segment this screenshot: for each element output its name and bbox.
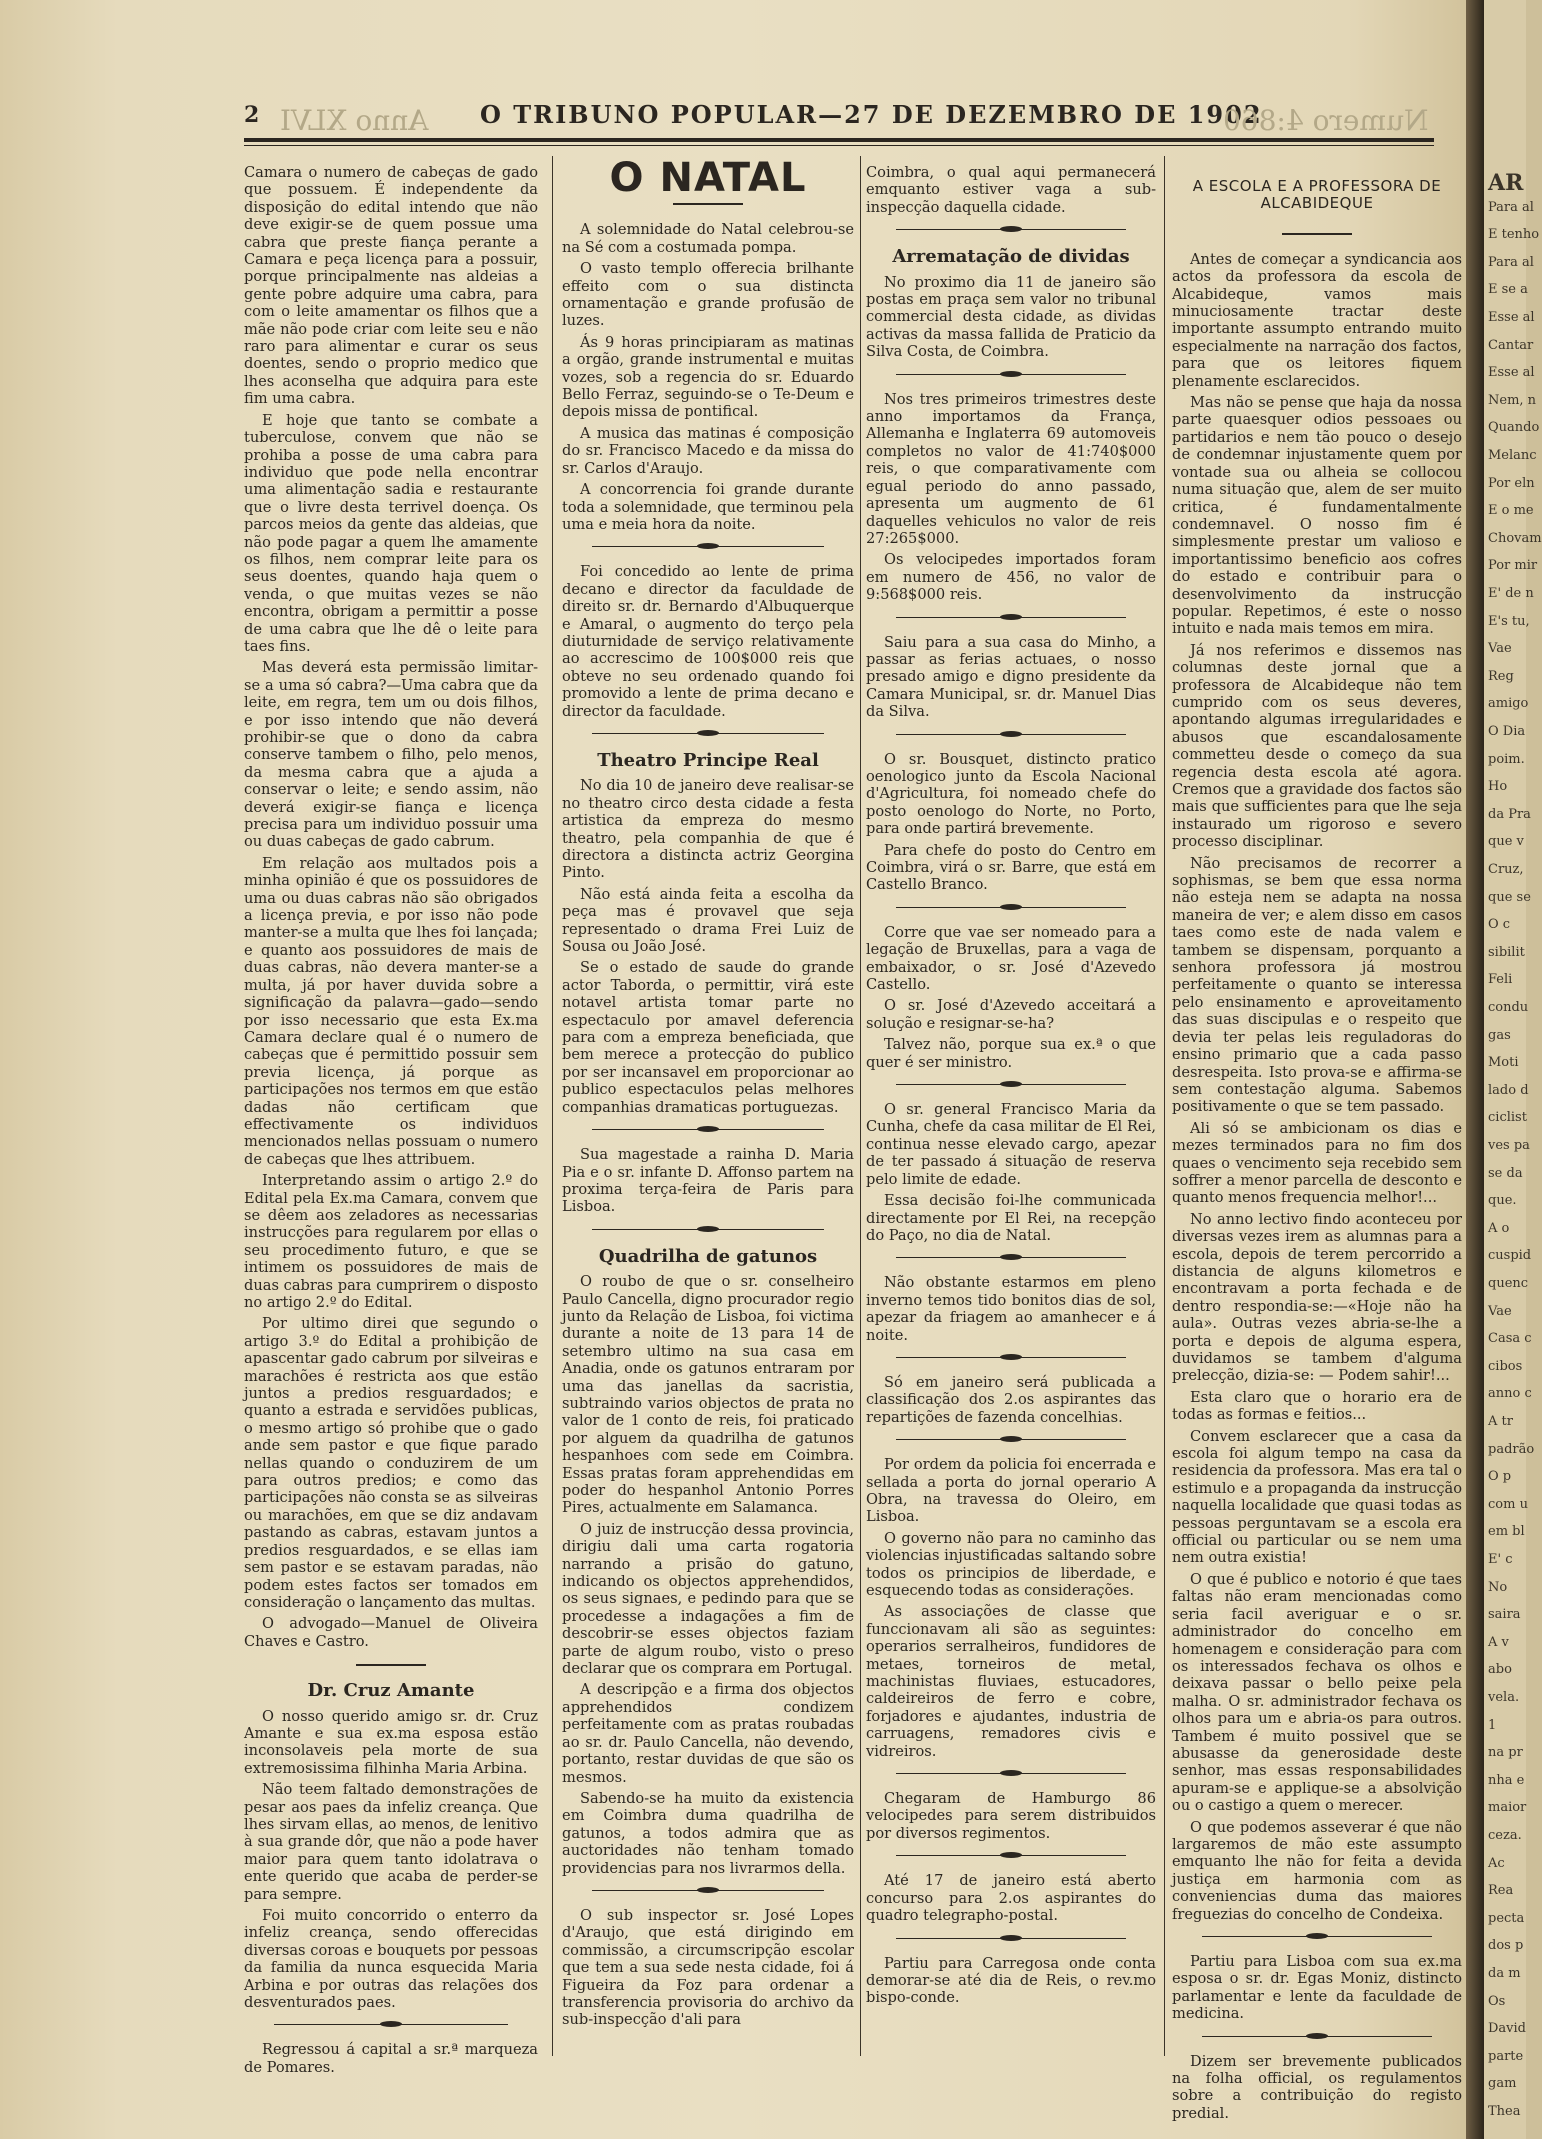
adjacent-page-fragment: 1	[1488, 1717, 1497, 1733]
column-divider	[552, 156, 553, 2056]
adjacent-page-fragment: sibilit	[1488, 944, 1525, 960]
paragraph: O que podemos asseverar é que não largaremos de mão este assumpto emquanto lhe não for feita a devida justiça em harmonia com as conveniencias duma das maiores freguezias do concelho de Condeixa.	[1172, 1818, 1462, 1923]
adjacent-page-fragment: maior	[1488, 1800, 1527, 1816]
adjacent-page-fragment: Ho	[1488, 779, 1508, 795]
adjacent-page-fragment: Cantar	[1488, 337, 1534, 353]
separator	[866, 610, 1156, 626]
adjacent-page-fragment: saira	[1488, 1607, 1521, 1623]
adjacent-page-fragment: Para al	[1488, 199, 1534, 215]
paragraph: O governo não para no caminho das violencias injustificadas saltando sobre todos os principios de liberdade, e esquecendo todas as considerações.	[866, 1529, 1156, 1599]
separator	[866, 900, 1156, 916]
paragraph: Se o estado de saude do grande actor Taborda, o permittir, virá este notavel artista tomar parte no espectaculo por amavel deferencia para com a empreza beneficiada, que bem merece a protecção do publico por ser incansavel em proporcionar ao publico espectaculos pelas melhores companhias dramaticas portuguezas.	[562, 959, 854, 1116]
adjacent-page-fragment: cibos	[1488, 1358, 1523, 1374]
paragraph: Sabendo-se ha muito da existencia em Coimbra duma quadrilha de gatunos, a todos admira que as auctoridades não tenham tomado providencias para nos livrarmos della.	[562, 1789, 854, 1877]
heading-escola-alcabideque: A ESCOLA E A PROFESSORA DE ALCABIDEQUE	[1192, 177, 1442, 213]
separator	[562, 726, 854, 742]
masthead-rule	[244, 138, 1434, 142]
paragraph: O juiz de instrucção dessa provincia, dirigiu dali uma carta rogatoria narrando a prisão do gatuno, indicando os objectos apprehendidos, os seus signaes, e pedindo para que se procedesse a indagações a fim de descobrir-se esses objectos faziam parte de algum roubo, visto o preso declarar que os comprara em Portugal.	[562, 1520, 854, 1678]
heading-cruz-amante: Dr. Cruz Amante	[307, 1680, 475, 1702]
paragraph: Não está ainda feita a escolha da peça mas é provavel que seja representado o drama Frei Luiz de Sousa ou João José.	[562, 885, 854, 956]
paragraph: Coimbra, o qual aqui permanecerá emquanto estiver vaga a sub-inspecção daquella cidade.	[866, 164, 1156, 216]
page-number: 2	[244, 102, 260, 128]
separator	[244, 1658, 538, 1672]
separator	[866, 1766, 1156, 1782]
paragraph: Não precisamos de recorrer a sophismas, se bem que essa norma não esteja nem se adapta na nossa maneira de ver; e alem disso em casos taes como este de nada valem e tambem se dispensam, porquanto a senhora professora já mostrou perfeitamente o quanto se interessa pelo ensinamento e aproveitamento das suas discipulas e o respeito que devia ter pelas leis reguladoras do ensino primario que a cada passo desrespeita. Isto prova-se e affirma-se sem contestação alguma. Sabemos positivamente o que se tem passado.	[1172, 854, 1462, 1116]
adjacent-page-fragment: ceza.	[1488, 1828, 1522, 1843]
adjacent-page-fragment: Thea	[1488, 2104, 1521, 2119]
heading-arrematacao-de-dividas: Arrematação de dividas	[892, 246, 1130, 268]
binding-spine	[1466, 0, 1484, 2139]
paragraph: O nosso querido amigo sr. dr. Cruz Amante e sua ex.ma esposa estão inconsolaveis pela morte de sua extremosissima filhinha Maria Arbina.	[244, 1707, 538, 1777]
separator	[866, 1350, 1156, 1366]
separator	[866, 1931, 1156, 1947]
adjacent-page-fragment: pecta	[1488, 1910, 1525, 1926]
adjacent-page-fragment: Quando	[1488, 420, 1540, 436]
separator	[562, 1122, 854, 1138]
adjacent-page-fragment: E's tu,	[1488, 613, 1530, 629]
adjacent-page-fragment: padrão	[1488, 1441, 1535, 1457]
adjacent-page-fragment: gam	[1488, 2076, 1517, 2092]
adjacent-page-fragment: E' c	[1488, 1552, 1513, 1567]
adjacent-page-fragment: No	[1488, 1579, 1508, 1595]
paragraph: O sr. José d'Azevedo acceitará a solução e resignar-se-ha?	[866, 997, 1156, 1032]
adjacent-page-fragment: Esse al	[1488, 310, 1535, 325]
separator	[562, 197, 854, 211]
separator	[1172, 2029, 1462, 2045]
heading-quadrilha-de-gatunos: Quadrilha de gatunos	[598, 1245, 818, 1267]
adjacent-page-fragment: abo	[1488, 1662, 1512, 1678]
separator	[866, 727, 1156, 743]
column-3	[866, 164, 1156, 2054]
paragraph: Chegaram de Hamburgo 86 velocipedes para serem distribuidos por diversos regimentos.	[866, 1790, 1156, 1842]
adjacent-page-fragment: se da	[1488, 1165, 1523, 1181]
adjacent-page-fragment: da m	[1488, 1966, 1521, 1981]
adjacent-page-fragment: Chovam	[1488, 530, 1542, 546]
paragraph: Regressou á capital a sr.ª marqueza de Pomares.	[244, 2041, 538, 2076]
adjacent-page-fragment: Os	[1488, 1993, 1506, 2009]
paragraph: Camara o numero de cabeças de gado que possuem. É independente da disposição do edital intendo que não deve exigir-se de quem possue uma cabra que preste fiança perante a Camara e peça licença para a possuir, porque principalmente nas aldeias a gente pobre adquire uma cabra, para com o leite amamentar os filhos que a mãe não pode criar com leite seu e não raro para alimentar e curar os seus doentes, sendo o proprio medico que lhes aconselha que adquira para este fim uma cabra.	[244, 164, 538, 408]
paragraph: As associações de classe que funccionavam ali são as seguintes: operarios serralheiros, fundidores de metaes, torneiros de metal, machinistas fluviaes, estucadores, caldeireiros de ferro e cobre, forjadores e ajudantes, industria de carruagens, remadores civis e vidreiros.	[866, 1603, 1156, 1760]
adjacent-page-fragment: gas	[1488, 1027, 1511, 1043]
adjacent-page-fragment: AR	[1488, 170, 1524, 196]
paragraph: Interpretando assim o artigo 2.º do Edital pela Ex.ma Camara, convem que se dêem aos zeladores as necessarias instrucções para regularem por ellas o seu procedimento futuro, e que se intimem os possuidores de mais de duas cabras para cumprirem o disposto no artigo 2.º do Edital.	[244, 1172, 538, 1311]
adjacent-page-fragment: O p	[1488, 1469, 1512, 1485]
paragraph: Ali só se ambicionam os dias e mezes terminados para no fim dos quaes o vencimento seja recebido sem soffrer a menor parcella de desconto e quanto menos frequencia melhor!...	[1172, 1119, 1462, 1207]
paragraph: O sub inspector sr. José Lopes d'Araujo, que está dirigindo em commissão, a circumscripção escolar que tem a sua sede nesta cidade, foi á Figueira da Foz para ordenar a transferencia provisoria do archivo da sub-inspecção d'ali para	[562, 1906, 854, 2029]
paragraph: A concorrencia foi grande durante toda a solemnidade, que terminou pela uma e meia hora da noite.	[562, 481, 854, 533]
paragraph: O vasto templo offerecia brilhante effeito com o sua distincta ornamentação e grande profusão de luzes.	[562, 260, 854, 330]
bleed-through-numero: Numero 4:860	[1222, 104, 1428, 137]
adjacent-page-fragment: que se	[1488, 889, 1531, 905]
paragraph: Partiu para Carregosa onde conta demorar-se até dia de Reis, o rev.mo bispo-conde.	[866, 1954, 1156, 2007]
paragraph: E hoje que tanto se combate a tuberculose, convem que não se prohiba a posse de uma cabra para individuo que pode nella encontrar uma alimentação sadia e restaurante que o livre desta terrivel doença. Os parcos meios da gente das aldeias, que não pode pagar a quem lhe amamente os filhos, nem comprar leite para os seus doentes, quando haja quem o venda, o que muitas vezes se não encontra, obrigam a permittir a posse de uma cabra que lhe dê o leite para taes fins.	[244, 411, 538, 655]
paragraph: Antes de começar a syndicancia aos actos da professora da escola de Alcabideque, vamos mais minuciosamente tractar deste importante assumpto entrando muito especialmente na narração dos factos, para que os leitores fiquem plenamente esclarecidos.	[1172, 250, 1462, 390]
adjacent-page-fragment: nha e	[1488, 1772, 1525, 1788]
adjacent-page-fragment: A o	[1488, 1220, 1510, 1236]
paragraph: Ás 9 horas principiaram as matinas a orgão, grande instrumental e muitas vozes, sob a regencia do sr. Eduardo Bello Ferraz, seguindo-se o Te-Deum e depois missa de pontifical.	[562, 333, 854, 421]
adjacent-page-fragment: condu	[1488, 1000, 1529, 1015]
adjacent-page-fragment: que v	[1488, 834, 1524, 850]
paragraph: Para chefe do posto do Centro em Coimbra, virá o sr. Barre, que está em Castello Branco.	[866, 841, 1156, 894]
column-2	[562, 155, 854, 2054]
paragraph: Esta claro que o horario era de todas as formas e feitios...	[1172, 1388, 1462, 1424]
adjacent-page-fragment: O c	[1488, 917, 1511, 933]
masthead-title: O TRIBUNO POPULAR—27 DE DEZEMBRO DE 1902	[480, 100, 1263, 129]
adjacent-page-fragment: Cruz,	[1488, 862, 1524, 877]
paragraph: Sua magestade a rainha D. Maria Pia e o sr. infante D. Affonso partem na proxima terça-feira de Paris para Lisboa.	[562, 1146, 854, 1216]
paragraph: Até 17 de janeiro está aberto concurso para 2.os aspirantes do quadro telegrapho-postal.	[866, 1872, 1156, 1925]
separator	[866, 1432, 1156, 1448]
separator	[562, 1222, 854, 1238]
paragraph: Corre que vae ser nomeado para a legação de Bruxellas, para a vaga de embaixador, o sr. José d'Azevedo Castello.	[866, 923, 1156, 994]
adjacent-page-fragment: Casa c	[1488, 1331, 1532, 1347]
paragraph: Por ordem da policia foi encerrada e sellada a porta do jornal operario A Obra, na travessa do Oleiro, em Lisboa.	[866, 1456, 1156, 1526]
paragraph: Talvez não, porque sua ex.ª o que quer é ser ministro.	[866, 1036, 1156, 1071]
adjacent-page-fragment: vela.	[1488, 1690, 1520, 1705]
paragraph: Os velocipedes importados foram em numero de 456, no valor de 9:568$000 reis.	[866, 551, 1156, 604]
adjacent-page-fragment: Por mir	[1488, 558, 1538, 574]
adjacent-page-fragment: poim.	[1488, 751, 1525, 767]
paragraph: A solemnidade do Natal celebrou-se na Sé com a costumada pompa.	[562, 221, 854, 256]
adjacent-page-fragment: dos p	[1488, 1938, 1524, 1954]
adjacent-page-fragment: Rea	[1488, 1883, 1514, 1899]
paragraph: O sr. general Francisco Maria da Cunha, chefe da casa militar de El Rei, continua nesse elevado cargo, apezar de ter passado á situação de reserva pelo limite de edade.	[866, 1101, 1156, 1188]
adjacent-page-fragment: Feli	[1488, 972, 1513, 988]
adjacent-page-fragment: E' de n	[1488, 586, 1534, 601]
paragraph: Só em janeiro será publicada a classificação dos 2.os aspirantes das repartições de fazenda concelhias.	[866, 1373, 1156, 1426]
adjacent-page-fragment: amigo	[1488, 696, 1529, 712]
separator	[1172, 1929, 1462, 1945]
separator	[1172, 227, 1462, 241]
paragraph: Convem esclarecer que a casa da escola foi algum tempo na casa da residencia da professora. Mas era tal o estimulo e a propaganda da instrucção naquella localidade que quasi todas as pessoas perguntavam se a escola era official ou particular ou se nem uma nem outra existia!	[1172, 1427, 1462, 1567]
paragraph: No anno lectivo findo aconteceu por diversas vezes irem as alumnas para a escola, depois de terem percorrido a distancia de alguns kilometros e encontravam a porta fechada e de dentro respondia-se:—«Hoje não ha aula». Outras vezes abria-se-lhe a porta e depois de alguma espera, duvidamos se tambem d'alguma prelecção, dizia-se: — Podem sahir!...	[1172, 1210, 1462, 1385]
adjacent-page-fragment: ciclist	[1488, 1110, 1527, 1126]
paragraph: Não obstante estarmos em pleno inverno temos tido bonitos dias de sol, apezar da friagem ao amanhecer e á noite.	[866, 1274, 1156, 1344]
paragraph: A descripção e a firma dos objectos apprehendidos condizem perfeitamente com as pratas roubadas ao sr. dr. Paulo Cancella, não devendo, portanto, restar duvidas de que são os mesmos.	[562, 1681, 854, 1786]
adjacent-page-fragment: Para al	[1488, 254, 1534, 270]
adjacent-page-fragment: na pr	[1488, 1745, 1523, 1761]
paragraph: No dia 10 de janeiro deve realisar-se no theatro circo desta cidade a festa artistica da empreza do mesmo theatro, pela companhia de que é directora a distincta actriz Georgina Pinto.	[562, 777, 854, 882]
paragraph: Foi muito concorrido o enterro da infeliz creança, sendo offerecidas diversas coroas e bouquets por pessoas da familia da nunca esquecida Maria Arbina e por outras das relações dos desventurados paes.	[244, 1907, 538, 2012]
adjacent-page-fragment: Ac	[1488, 1855, 1505, 1871]
column-divider	[1164, 156, 1165, 2056]
separator	[866, 367, 1156, 383]
paragraph: No proximo dia 11 de janeiro são postas em praça sem valor no tribunal commercial desta cidade, as dividas activas da massa fallida de Praticio da Silva Costa, de Coimbra.	[866, 273, 1156, 361]
adjacent-page-fragment: Melanc	[1488, 448, 1537, 463]
paragraph: Nos tres primeiros trimestres deste anno importamos da França, Allemanha e Inglaterra 69 automoveis completos no valor de 41:740$000 reis, o que comparativamente com egual periodo do anno passado, apresenta um augmento de 61 daquelles vehiculos no valor de reis 27:265$000.	[866, 390, 1156, 547]
heading-o-natal: O NATAL	[609, 155, 807, 201]
separator	[866, 1250, 1156, 1266]
adjacent-page-fragment: O Dia	[1488, 724, 1526, 739]
paragraph: Não teem faltado demonstrações de pesar aos paes da infeliz creança. Que lhes sirvam ellas, ao menos, de lenitivo à sua grande dôr, que não a pode haver maior para quem tanto idolatrava o ente querido que acaba de perder-se para sempre.	[244, 1781, 538, 1903]
paragraph: Mas não se pense que haja da nossa parte quaesquer odios pessoaes ou partidarios e nem tão pouco o desejo de condemnar injustamente quem por vontade sua ou alheia se collocou numa situação que, alem de ser muito critica, é fundamentalmente condemnavel. O nosso fim é simplesmente prestar um valioso e importantissimo beneficio aos cofres do estado e contribuir para o desenvolvimento da instrucção popular. Repetimos, é este o nosso intuito e nada mais temos em mira.	[1172, 394, 1462, 638]
adjacent-page-fragment: E se a	[1488, 282, 1528, 298]
masthead	[244, 96, 1428, 136]
paragraph: O roubo de que o sr. conselheiro Paulo Cancella, digno procurador regio junto da Relação de Lisboa, foi victima durante a noite de 13 para 14 de setembro ultimo na sua casa em Anadia, onde os gatunos entraram por uma das janellas da sacristia, subtraindo varios objectos de prata no valor de 1 conto de reis, foi praticado por alguem da quadrilha de gatunos hespanhoes com sede em Coimbra. Essas pratas foram apprehendidas em poder do hespanhol Antonio Porres Pires, actualmente em Salamanca.	[562, 1273, 854, 1517]
adjacent-page-fragment: anno c	[1488, 1386, 1532, 1402]
adjacent-page-fragment: A tr	[1488, 1414, 1513, 1429]
signature: O advogado—Manuel de Oliveira Chaves e Castro.	[244, 1615, 538, 1650]
adjacent-page-fragment: Moti	[1488, 1055, 1519, 1071]
separator	[866, 1848, 1156, 1864]
adjacent-page-fragment: da Pra	[1488, 806, 1531, 822]
paragraph: Mas deverá esta permissão limitar-se a uma só cabra?—Uma cabra que da leite, em regra, tem um ou dois filhos, e por isso intendo que não deverá prohibir-se que o dono da cabra conserve tambem o filho, pelo menos, da mesma cabra que a ajuda a conservar o leite; e sendo assim, não deverá exigir-se fiança e licença precisa para um individuo possuir uma ou duas cabeças de gado cabrum.	[244, 659, 538, 851]
adjacent-page-fragment: David	[1488, 2021, 1526, 2037]
paragraph: Foi concedido ao lente de prima decano e director da faculdade de direito sr. dr. Bernardo d'Albuquerque e Amaral, o augmento do terço pela diuturnidade de serviço relativamente ao accrescimo de 100$000 reis que obteve no seu ordenado quando foi promovido a lente de prima decano e director da faculdade.	[562, 563, 854, 720]
adjacent-page-fragment: Vae	[1488, 641, 1512, 657]
adjacent-page-fragment: Por eln	[1488, 475, 1535, 491]
adjacent-page-fragment: com u	[1488, 1496, 1528, 1512]
bleed-through-anno: Anno XLVI	[280, 104, 429, 137]
adjacent-page-fragment: que.	[1488, 1193, 1517, 1209]
heading-theatro-principe-real: Theatro Principe Real	[597, 749, 819, 771]
paragraph: Essa decisão foi-lhe communicada directamente por El Rei, na recepção do Paço, no dia de Natal.	[866, 1192, 1156, 1244]
separator	[562, 1883, 854, 1899]
paragraph: Partiu para Lisboa com sua ex.ma esposa o sr. dr. Egas Moniz, distincto parlamentar e lente da faculdade de medicina.	[1172, 1953, 1462, 2023]
separator	[866, 222, 1156, 238]
separator	[244, 2017, 538, 2033]
separator	[866, 1077, 1156, 1093]
adjacent-page-fragment: Vae	[1488, 1303, 1512, 1319]
adjacent-page-fragment: parte	[1488, 2048, 1524, 2064]
adjacent-page-fragment: cuspid	[1488, 1248, 1532, 1264]
adjacent-page-strip	[1484, 0, 1542, 2139]
paragraph: Já nos referimos e dissemos nas columnas deste jornal que a professora de Alcabideque não tem cumprido com os seus deveres, apontando algumas irregularidades e abusos que escandalosamente commetteu desde o começo da sua regencia desta escola até agora. Cremos que a gravidade dos factos são mais que sufficientes para que lhe seja instaurado um rigoroso e severo processo disciplinar.	[1172, 641, 1462, 851]
adjacent-page-fragment: em bl	[1488, 1524, 1525, 1540]
masthead-rule-thin	[244, 145, 1434, 146]
adjacent-page-fragment: Esse al	[1488, 365, 1535, 381]
column-1	[244, 164, 538, 2076]
paragraph: Dizem ser brevemente publicados na folha official, os regulamentos sobre a contribuição do registo predial.	[1172, 2052, 1462, 2122]
column-divider	[860, 156, 861, 2056]
adjacent-page-fragment: ves pa	[1488, 1138, 1530, 1153]
adjacent-page-fragment: quenc	[1488, 1276, 1529, 1291]
paragraph: A musica das matinas é composição do sr. Francisco Macedo e da missa do sr. Carlos d'Araujo.	[562, 424, 854, 477]
adjacent-page-fragment: Reg	[1488, 668, 1514, 684]
adjacent-page-fragment: Nem, n	[1488, 392, 1537, 408]
paragraph: O que é publico e notorio é que taes faltas não eram mencionadas como seria facil averiguar e o sr. administrador do concelho em homenagem e consideração para com os interessados fechava os olhos e deixava passar o bello peixe pela malha. O sr. administrador fechava os olhos para um e abria-os para outros. Tambem é muito possivel que se abusasse da generosidade deste senhor, mas essas responsabilidades apuram-se e applique-se a absolvição ou o castigo a quem o merecer.	[1172, 1570, 1462, 1815]
column-4	[1172, 164, 1462, 2122]
paragraph: O sr. Bousquet, distincto pratico oenologico junto da Escola Nacional d'Agricultura, foi nomeado chefe do posto oenologo do Norte, no Porto, para onde partirá brevemente.	[866, 750, 1156, 838]
adjacent-page-fragment: A v	[1488, 1634, 1509, 1650]
adjacent-page-fragment: lado d	[1488, 1082, 1529, 1098]
adjacent-page-fragment: E tenho	[1488, 227, 1540, 243]
paragraph: Saiu para a sua casa do Minho, a passar as ferias actuaes, o nosso presado amigo e digno presidente da Camara Municipal, sr. dr. Manuel Dias da Silva.	[866, 633, 1156, 721]
separator	[562, 539, 854, 555]
adjacent-page-fragment: E o me	[1488, 503, 1534, 519]
paragraph: Por ultimo direi que segundo o artigo 3.º do Edital a prohibição de apascentar gado cabrum por silveiras e marachões é restricta aos que estão juntos a predios resguardados; e quanto a estrada e servidões publicas, o mesmo artigo só prohibe que o gado ande sem pastor e que fique parado nellas quando o conduzirem de um para outros predios; e como das participações não consta se as silveiras ou marachões, em que se diz andavam pastando as cabras, estavam juntos a predios resguardados, e se ellas iam sem pastor e se estavam paradas, não podem estes factos ser tomados em consideração o lançamento das multas.	[244, 1315, 538, 1611]
paragraph: Em relação aos multados pois a minha opinião é que os possuidores de uma ou duas cabras não são obrigados a licença previa, e por isso não pode manter-se a multa que lhes foi lançada; e quanto aos possuidores de mais de duas cabras, não devera manter-se a multa, já por haver duvida sobre a significação da palavra—gado—sendo por isso necessario que esta Ex.ma Camara declare qual é o numero de cabeças que é permittido possuir sem previa licença, já porque as participações nos termos em que estão dadas não certificam que effectivamente os individuos mencionados nellas possuam o numero de cabeças que lhes attribuem.	[244, 854, 538, 1168]
